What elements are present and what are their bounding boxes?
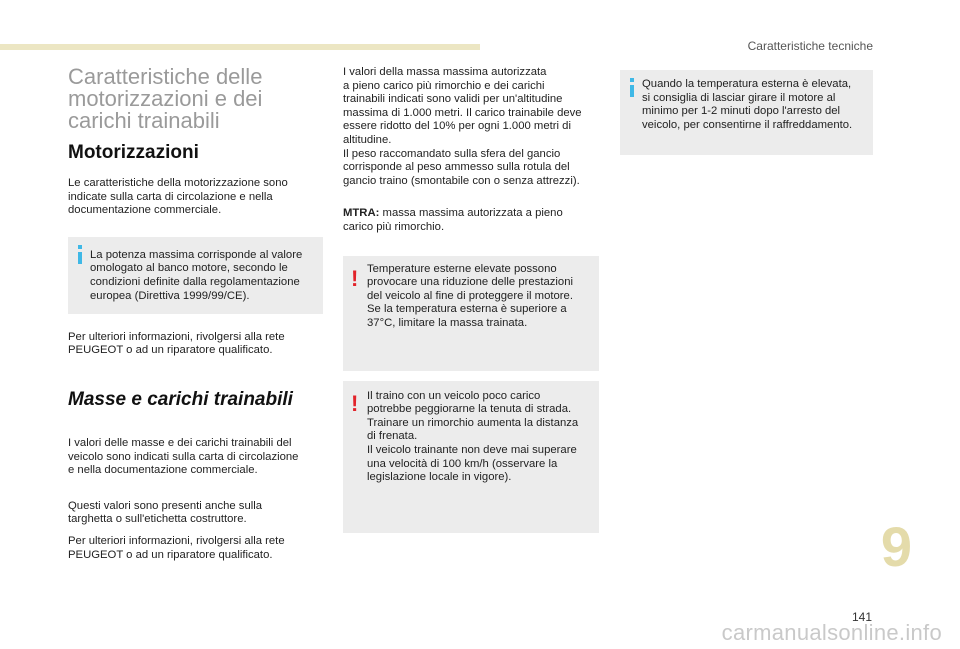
mtra-label: MTRA: [343, 207, 380, 220]
middle-column [343, 66, 599, 533]
mtra-paragraph: MTRA: massa massima autorizzata a pieno carico più rimorchio. [343, 207, 563, 233]
masse-heading: Masse e carichi trainabili [68, 388, 293, 410]
motorizzazioni-heading: Motorizzazioni [68, 142, 199, 163]
info-icon [630, 85, 634, 97]
title-line: Caratteristiche delle [68, 64, 263, 89]
chapter-number: 9 [880, 515, 912, 578]
info-icon [78, 252, 82, 264]
title-line: carichi trainabili [68, 108, 220, 133]
warning-box-towing: ! Il traino con un veicolo poco carico potrebbe peggiorarne la tenuta di strada. Trainare un rimorchio aumenta la distanza di frenata. Il veicolo trainante non deve mai superare una velocità di 100 km/h (osservare la legislazione locale in vigore). [343, 381, 599, 533]
section-label: Caratteristiche tecniche [747, 39, 873, 53]
header-bar [0, 44, 480, 50]
altitude-paragraph: I valori della massa massima autorizzata a pieno carico più rimorchio e dei carichi trainabili indicati sono validi per un'altitudine massima di 1.000 metri. Il carico trainabile deve essere ridotto del 10% per ogni 1.000 metri di altitudine. Il peso raccomandato sulla sfera del gancio corrisponde al peso ammesso sulla rotula del gancio traino (smontabile con o senza attrezzi). [343, 66, 582, 187]
page-number: 141 [851, 610, 872, 624]
masse-paragraph: I valori delle masse e dei carichi trainabili del veicolo sono indicati sulla carta di circolazione e nella documentazione commerciale. [68, 436, 299, 477]
targhetta-paragraph: Questi valori sono presenti anche sulla targhetta o sull'etichetta costruttore. [68, 499, 263, 526]
left-column [68, 66, 323, 562]
network-paragraph: Per ulteriori informazioni, rivolgersi alla rete PEUGEOT o ad un riparatore qualificato. [68, 330, 285, 357]
warning-icon: ! [351, 265, 359, 291]
warning-box-temperature: ! Temperature esterne elevate possono provocare una riduzione delle prestazioni del veicolo al fine di proteggere il motore. Se la temperatura esterna è superiore a 37°C, limitare la massa trainata. [343, 256, 599, 371]
right-column [620, 70, 873, 155]
info-box: La potenza massima corrisponde al valore omologato al banco motore, secondo le condizioni definite dalla regolamentazione europea (Direttiva 1999/99/CE). [68, 237, 323, 314]
network-paragraph-2: Per ulteriori informazioni, rivolgersi alla rete PEUGEOT o ad un riparatore qualificato. [68, 534, 285, 561]
warning-icon: ! [351, 390, 359, 416]
motorizzazioni-paragraph: Le caratteristiche della motorizzazione sono indicate sulla carta di circolazione e nella documentazione commerciale. [68, 177, 288, 217]
info-box-cooling: Quando la temperatura esterna è elevata, si consiglia di lasciar girare il motore al minimo per 1-2 minuti dopo l'arresto del veicolo, per consentirne il raffreddamento. [620, 70, 873, 155]
watermark: carmanualsonline.info [721, 620, 942, 645]
title-line: motorizzazioni e dei [68, 86, 263, 111]
page-title [68, 66, 323, 132]
